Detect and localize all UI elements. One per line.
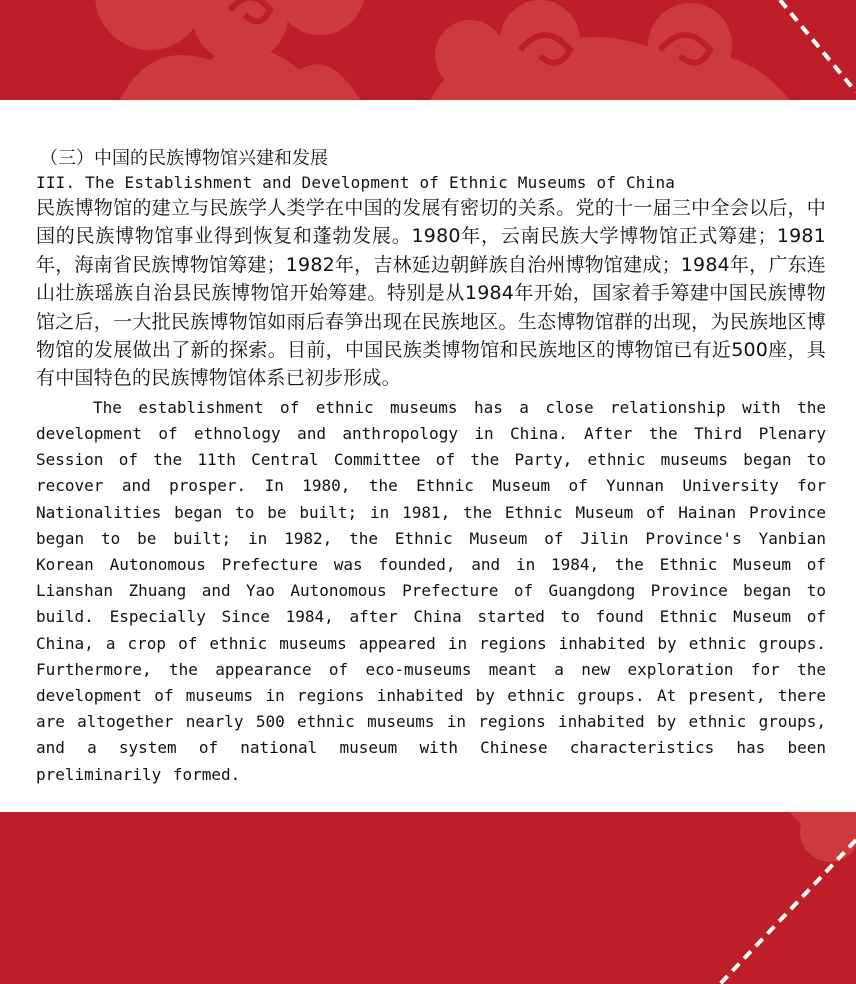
paragraph-english: The establishment of ethnic museums has a close relationship with the development of ethnology and anthropology in China. After the Third Plenary Session of the 11th Central Committee of the Party, ethnic museums began to recover and prosper. In 1980, the Ethnic Museum of Yunnan University for Nationalities began to be built; in 1981, the Ethnic Museum of Hainan Province began to be built; in 1982, the Ethnic Museum of Jilin Province's Yanbian Korean Autonomous Prefecture was founded, and in 1984, the Ethnic Museum of Lianshan Zhuang and Yao Autonomous Prefecture of Guangdong Province began to build. Especially Since 1984, after China started to found Ethnic Museum of China, a crop of ethnic museums appeared in regions inhabited by ethnic groups. Furthermore, the appearance of eco-museums meant a new exploration for the development of museums in regions inhabited by ethnic groups. At present, there are altogether nearly 500 ethnic museums in regions inhabited by ethnic groups, and a system of national museum with Chinese characteristics has been preliminarily formed. <box>36 397 826 784</box>
bottom-decorative-band <box>0 812 856 984</box>
auspicious-cloud-pattern-top <box>0 0 856 100</box>
section-heading-chinese: （三）中国的民族博物馆兴建和发展 <box>40 148 328 169</box>
section-heading-english: III. The Establishment and Development of Ethnic Museums of China <box>36 173 676 192</box>
paragraph-chinese: 民族博物馆的建立与民族学人类学在中国的发展有密切的关系。党的十一届三中全会以后，中国的民族博物馆事业得到恢复和蓬勃发展。1980年，云南民族大学博物馆正式筹建；1981年，海南省民族博物馆筹建；1982年，吉林延边朝鲜族自治州博物馆建成；1984年，广东连山壮族瑶族自治县民族博物馆开始筹建。特别是从1984年开始，国家着手筹建中国民族博物馆之后，一大批民族博物馆如雨后春笋出现在民族地区。生态博物馆群的出现，为民族地区博物馆的发展做出了新的探索。目前，中国民族类博物馆和民族地区的博物馆已有近500座，具有中国特色的民族博物馆体系已初步形成。 <box>36 197 826 390</box>
article-content <box>36 146 826 788</box>
top-decorative-band <box>0 0 856 100</box>
dashed-line-bottom <box>720 840 856 984</box>
auspicious-cloud-pattern-bottom <box>0 812 856 984</box>
dashed-line-top <box>780 0 856 92</box>
